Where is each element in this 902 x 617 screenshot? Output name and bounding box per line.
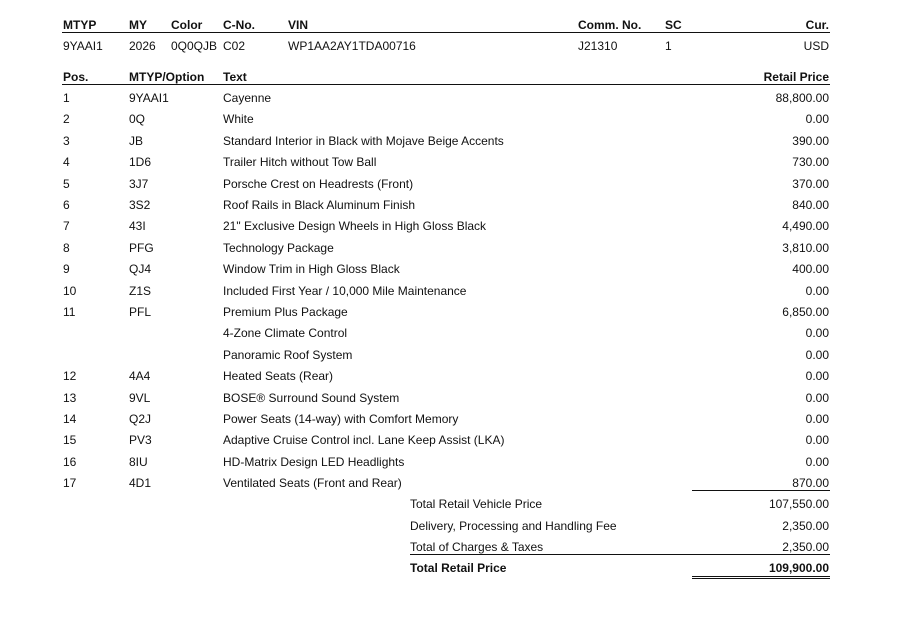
table-header-text: Text (223, 70, 247, 84)
table-header-pos: Pos. (63, 70, 89, 84)
row-description: Included First Year / 10,000 Mile Maintenance (223, 284, 467, 298)
row-description: Adaptive Cruise Control incl. Lane Keep Assist (LKA) (223, 433, 505, 447)
header-label-comm-no: Comm. No. (578, 18, 642, 32)
row-option-code: 43I (129, 219, 146, 233)
row-option-code: Q2J (129, 412, 152, 426)
row-position: 13 (63, 391, 77, 405)
subtotal-rule (692, 490, 830, 491)
row-retail-price: 370.00 (792, 177, 829, 191)
header-label-currency: Cur. (805, 18, 829, 32)
row-description: Heated Seats (Rear) (223, 369, 334, 383)
row-position: 16 (63, 455, 77, 469)
row-option-code: 4D1 (129, 476, 152, 490)
row-retail-price: 870.00 (792, 476, 829, 490)
header-value-vin: WP1AA2AY1TDA00716 (288, 39, 416, 53)
row-retail-price: 0.00 (805, 326, 829, 340)
row-position: 2 (63, 112, 70, 126)
header-value-comm-no: J21310 (578, 39, 618, 53)
total-value: 2,350.00 (782, 519, 829, 533)
row-position: 7 (63, 219, 70, 233)
row-retail-price: 4,490.00 (782, 219, 829, 233)
row-retail-price: 0.00 (805, 369, 829, 383)
row-option-code: 4A4 (129, 369, 151, 383)
total-value: 2,350.00 (782, 540, 829, 554)
header-value-sc: 1 (665, 39, 672, 53)
row-option-code: PFL (129, 305, 152, 319)
header-value-currency: USD (803, 39, 829, 53)
row-retail-price: 0.00 (805, 455, 829, 469)
row-retail-price: 0.00 (805, 284, 829, 298)
row-description: 21" Exclusive Design Wheels in High Gloss Black (223, 219, 487, 233)
table-header-rule (62, 84, 830, 85)
header-label-sc: SC (665, 18, 682, 32)
row-option-code: 8IU (129, 455, 148, 469)
row-description: HD-Matrix Design LED Headlights (223, 455, 405, 469)
row-retail-price: 730.00 (792, 155, 829, 169)
total-value: 109,900.00 (768, 561, 829, 575)
row-option-code: PFG (129, 241, 154, 255)
row-description: Premium Plus Package (223, 305, 348, 319)
total-label: Total Retail Vehicle Price (410, 497, 543, 511)
row-retail-price: 0.00 (805, 412, 829, 426)
row-position: 15 (63, 433, 77, 447)
row-description: Porsche Crest on Headrests (Front) (223, 177, 414, 191)
row-description: Roof Rails in Black Aluminum Finish (223, 198, 416, 212)
total-double-rule-top (692, 576, 830, 577)
header-rule (62, 32, 830, 33)
total-label: Total Retail Price (410, 561, 507, 575)
row-option-code: JB (129, 134, 144, 148)
row-retail-price: 88,800.00 (775, 91, 829, 105)
row-description: 4-Zone Climate Control (223, 326, 348, 340)
row-position: 6 (63, 198, 70, 212)
row-description: Cayenne (223, 91, 272, 105)
row-retail-price: 0.00 (805, 433, 829, 447)
row-retail-price: 0.00 (805, 112, 829, 126)
total-double-rule-bottom (692, 578, 830, 579)
total-label: Total of Charges & Taxes (410, 540, 544, 554)
row-description: Trailer Hitch without Tow Ball (223, 155, 377, 169)
total-label: Delivery, Processing and Handling Fee (410, 519, 617, 533)
row-option-code: PV3 (129, 433, 152, 447)
row-retail-price: 840.00 (792, 198, 829, 212)
row-retail-price: 3,810.00 (782, 241, 829, 255)
row-option-code: 1D6 (129, 155, 152, 169)
row-description: Window Trim in High Gloss Black (223, 262, 400, 276)
row-description: Ventilated Seats (Front and Rear) (223, 476, 402, 490)
row-description: Power Seats (14-way) with Comfort Memory (223, 412, 459, 426)
header-label-my: MY (129, 18, 147, 32)
header-label-cno: C-No. (223, 18, 255, 32)
row-position: 9 (63, 262, 70, 276)
row-position: 17 (63, 476, 77, 490)
row-description: BOSE® Surround Sound System (223, 391, 400, 405)
header-value-color: 0Q0QJB (171, 39, 218, 53)
row-position: 14 (63, 412, 77, 426)
table-header-option: MTYP/Option (129, 70, 205, 84)
row-position: 10 (63, 284, 77, 298)
row-description: Standard Interior in Black with Mojave Beige Accents (223, 134, 504, 148)
header-label-color: Color (171, 18, 203, 32)
row-retail-price: 6,850.00 (782, 305, 829, 319)
row-position: 3 (63, 134, 70, 148)
row-retail-price: 400.00 (792, 262, 829, 276)
row-option-code: Z1S (129, 284, 152, 298)
row-position: 12 (63, 369, 77, 383)
row-description: White (223, 112, 254, 126)
header-label-mtyp: MTYP (63, 18, 97, 32)
row-option-code: 9VL (129, 391, 151, 405)
header-label-vin: VIN (288, 18, 309, 32)
row-position: 8 (63, 241, 70, 255)
row-position: 4 (63, 155, 70, 169)
row-position: 11 (63, 305, 76, 319)
row-option-code: QJ4 (129, 262, 152, 276)
row-retail-price: 390.00 (792, 134, 829, 148)
header-value-my: 2026 (129, 39, 156, 53)
header-value-mtyp: 9YAAI1 (63, 39, 103, 53)
row-description: Technology Package (223, 241, 334, 255)
row-description: Panoramic Roof System (223, 348, 353, 362)
charges-rule (410, 554, 830, 555)
header-value-cno: C02 (223, 39, 246, 53)
row-position: 1 (63, 91, 70, 105)
row-option-code: 9YAAI1 (129, 91, 169, 105)
row-retail-price: 0.00 (805, 391, 829, 405)
table-header-price: Retail Price (763, 70, 829, 84)
row-retail-price: 0.00 (805, 348, 829, 362)
row-option-code: 3S2 (129, 198, 151, 212)
row-position: 5 (63, 177, 70, 191)
total-value: 107,550.00 (768, 497, 829, 511)
row-option-code: 3J7 (129, 177, 149, 191)
row-option-code: 0Q (129, 112, 146, 126)
